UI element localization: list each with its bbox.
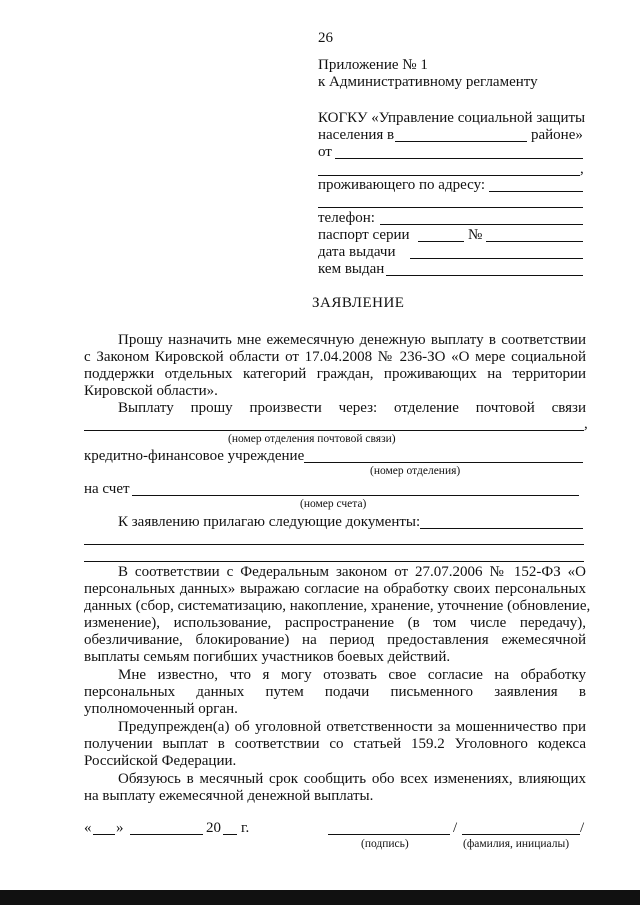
- regulation-label: к Административному регламенту: [318, 74, 538, 90]
- date-month-line[interactable]: [130, 834, 203, 835]
- phone-label: телефон:: [318, 210, 375, 226]
- address-label: проживающего по адресу:: [318, 177, 486, 193]
- post-office-hint: (номер отделения почтовой связи): [228, 433, 396, 445]
- p2-line-2: персональных данных» выражаю согласие на обработку своих персональных: [84, 581, 586, 597]
- p1-line-1: Прошу назначить мне ежемесячную денежную выплату в соответствии: [118, 332, 586, 348]
- document-title: ЗАЯВЛЕНИЕ: [312, 295, 405, 311]
- phone-field-line[interactable]: [380, 224, 583, 225]
- date-day-line[interactable]: [93, 834, 115, 835]
- issued-by-line[interactable]: [386, 275, 583, 276]
- issue-date-line[interactable]: [410, 258, 583, 259]
- p2-line-6: выплаты семьям погибших участников боевых действий.: [84, 649, 451, 665]
- p4-line-3: Российской Федерации.: [84, 753, 237, 769]
- org-name-line2-right: районе»: [531, 127, 583, 143]
- p3-line-2: персональных данных путем подачи письменного заявления в: [84, 684, 586, 700]
- p4-line-2: получении выплат в соответствии со статьей 159.2 Уголовного кодекса: [84, 736, 586, 752]
- scan-bottom-border: [0, 890, 640, 905]
- credit-institution-line[interactable]: [304, 462, 583, 463]
- passport-series-label: паспорт серии: [318, 227, 410, 243]
- p2-line-1: В соответствии с Федеральным законом от 27.07.2006 № 152-ФЗ «О: [118, 564, 586, 580]
- issued-by-label: кем выдан: [318, 261, 385, 277]
- issue-date-label: дата выдачи: [318, 244, 396, 260]
- org-name-line2-left: населения в: [318, 127, 395, 143]
- signature-slash-left: /: [453, 820, 458, 836]
- p1-line-4: Кировской области».: [84, 383, 218, 399]
- credit-institution-label: кредитно-финансовое учреждение: [84, 448, 305, 464]
- attached-docs-line2[interactable]: [84, 544, 584, 545]
- branch-hint: (номер отделения): [370, 465, 461, 477]
- full-name-line[interactable]: [462, 834, 580, 835]
- org-name-line1: КОГКУ «Управление социальной защиты: [318, 110, 586, 126]
- date-quote-close: »: [116, 820, 124, 836]
- applicant-name-line[interactable]: [335, 158, 583, 159]
- payment-method-line: Выплату прошу произвести через: отделение почтовой связи: [118, 400, 586, 416]
- passport-number-line[interactable]: [486, 241, 583, 242]
- signature-slash-right: /: [580, 820, 585, 836]
- p2-line-3: данных (сбор, систематизацию, накопление, хранение, уточнение (обновление,: [84, 598, 591, 614]
- address-field-line[interactable]: [489, 191, 583, 192]
- attached-docs-line3[interactable]: [84, 561, 584, 562]
- attached-docs-label: К заявлению прилагаю следующие документы:: [118, 514, 421, 530]
- from-label: от: [318, 144, 332, 160]
- district-field-line[interactable]: [395, 141, 527, 142]
- passport-series-line[interactable]: [418, 241, 464, 242]
- date-year-line[interactable]: [223, 834, 237, 835]
- payment-comma: ,: [584, 416, 588, 432]
- appendix-label: Приложение № 1: [318, 57, 428, 73]
- p3-line-3: уполномоченный орган.: [84, 701, 238, 717]
- passport-number-label: №: [468, 227, 483, 243]
- account-hint: (номер счета): [300, 498, 367, 510]
- p1-line-3: поддержки отдельных категорий граждан, проживающих на территории: [84, 366, 586, 382]
- page-number: 26: [318, 30, 333, 46]
- date-quote-open: «: [84, 820, 92, 836]
- signature-line[interactable]: [328, 834, 450, 835]
- address-field-line2[interactable]: [318, 207, 583, 208]
- post-office-field-line[interactable]: [84, 430, 584, 431]
- p1-line-2: с Законом Кировской области от 17.04.2008 № 236-ЗО «О мере социальной: [84, 349, 586, 365]
- attached-docs-line[interactable]: [420, 528, 583, 529]
- account-field-line[interactable]: [132, 495, 579, 496]
- p5-line-2: на выплату ежемесячной денежной выплаты.: [84, 788, 374, 804]
- p2-line-4: изменение), использование, распространение (в том числе передачу),: [84, 615, 586, 631]
- applicant-name-line2[interactable]: [318, 175, 580, 176]
- p4-line-1: Предупрежден(а) об уголовной ответственности за мошенничество при: [118, 719, 586, 735]
- account-label: на счет: [84, 481, 130, 497]
- full-name-hint: (фамилия, инициалы): [463, 838, 570, 850]
- year-prefix: 20: [206, 820, 221, 836]
- year-suffix: г.: [241, 820, 250, 836]
- p5-line-1: Обязуюсь в месячный срок сообщить обо всех изменениях, влияющих: [118, 771, 586, 787]
- p2-line-5: обезличивание, блокирование) на период предоставления ежемесячной: [84, 632, 586, 648]
- p3-line-1: Мне известно, что я могу отозвать свое согласие на обработку: [118, 667, 586, 683]
- comma-mark: ,: [580, 161, 584, 177]
- signature-hint: (подпись): [361, 838, 409, 850]
